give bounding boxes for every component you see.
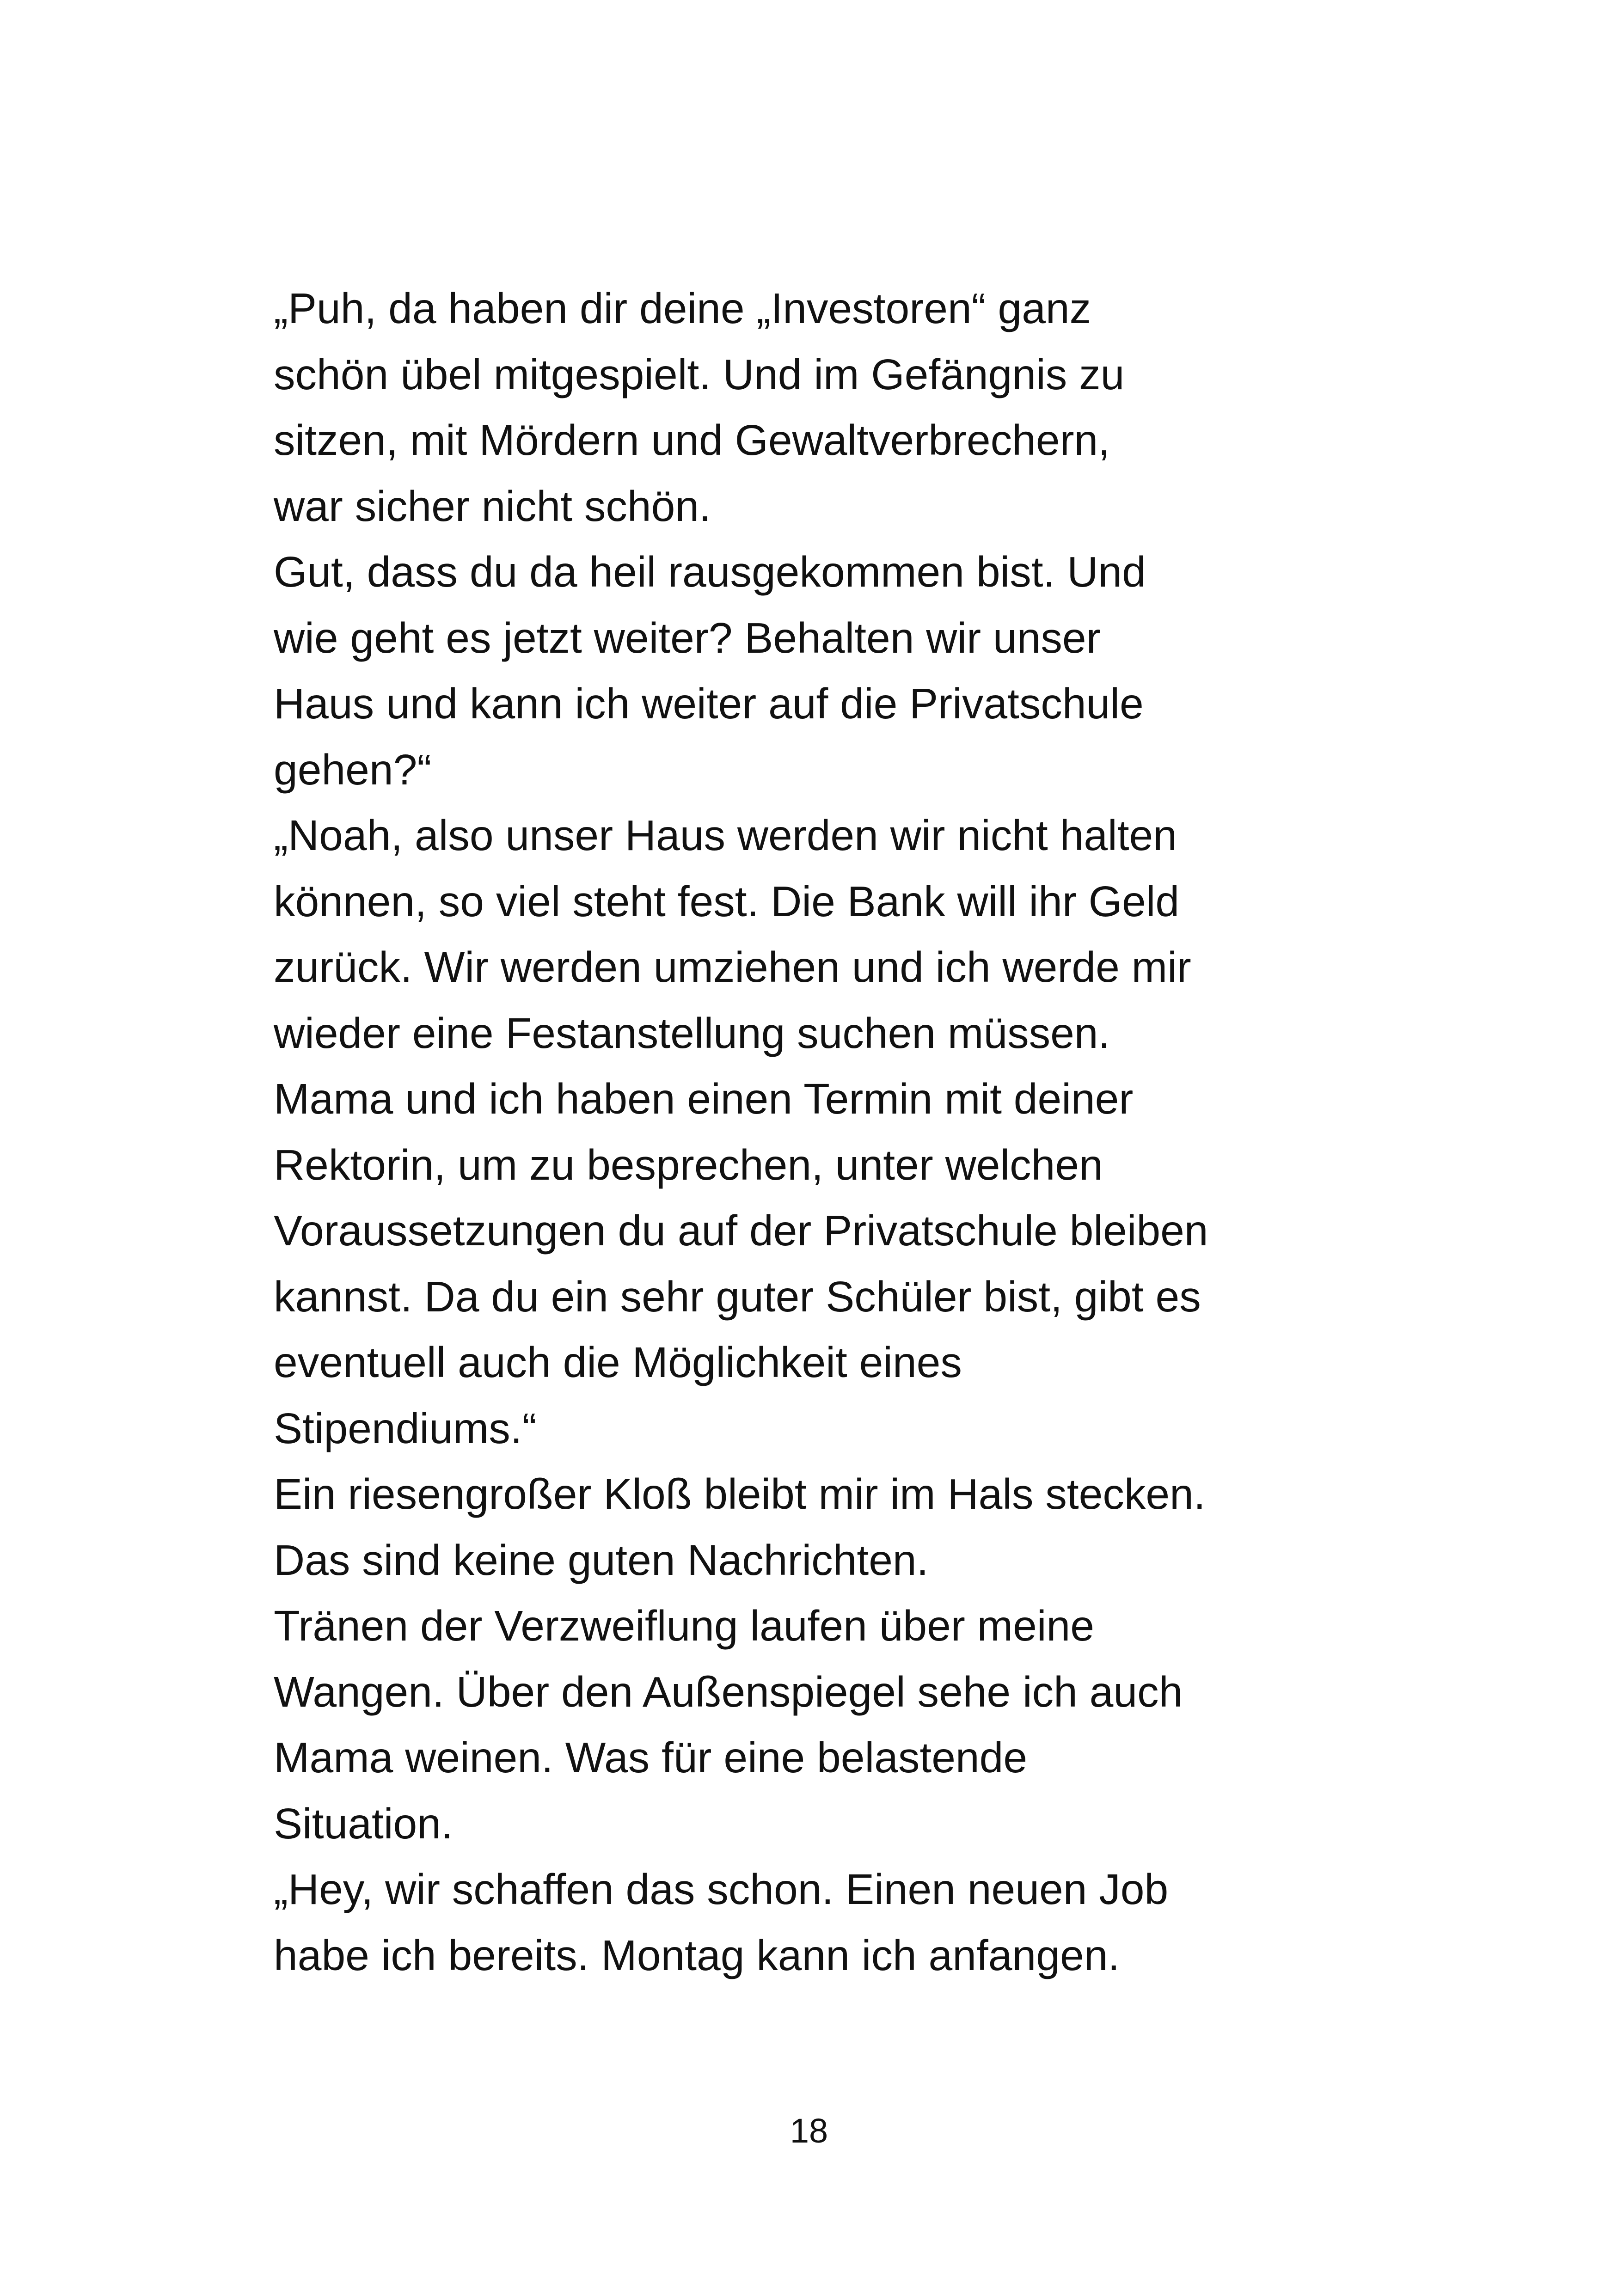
text-line: kannst. Da du ein sehr guter Schüler bist, gibt es xyxy=(274,1272,1201,1321)
text-line: Ein riesengroßer Kloß bleibt mir im Hals stecken. xyxy=(274,1470,1206,1518)
text-line: Das sind keine guten Nachrichten. xyxy=(274,1536,929,1584)
text-line: Voraussetzungen du auf der Privatschule bleiben xyxy=(274,1206,1208,1255)
text-line: war sicher nicht schön. xyxy=(274,482,711,530)
text-line: gehen?“ xyxy=(274,745,432,794)
text-line: Stipendiums.“ xyxy=(274,1404,537,1452)
text-line: sitzen, mit Mördern und Gewaltverbrechern, xyxy=(274,416,1110,464)
page-number: 18 xyxy=(790,2112,828,2150)
text-line: wie geht es jetzt weiter? Behalten wir unser xyxy=(274,613,1101,662)
text-line: Mama weinen. Was für eine belastende xyxy=(274,1733,1028,1782)
text-line: wieder eine Festanstellung suchen müssen. xyxy=(274,1009,1110,1057)
text-line: „Puh, da haben dir deine „Investoren“ ganz xyxy=(274,284,1091,332)
text-line: eventuell auch die Möglichkeit eines xyxy=(274,1338,962,1386)
text-line: Mama und ich haben einen Termin mit deiner xyxy=(274,1075,1134,1123)
text-line: Gut, dass du da heil rausgekommen bist. Und xyxy=(274,548,1146,596)
text-line: „Hey, wir schaffen das schon. Einen neuen Job xyxy=(274,1865,1169,1913)
text-line: können, so viel steht fest. Die Bank will ihr Geld xyxy=(274,877,1180,925)
text-line: „Noah, also unser Haus werden wir nicht halten xyxy=(274,811,1177,859)
text-line: Rektorin, um zu besprechen, unter welchen xyxy=(274,1140,1103,1189)
text-line: schön übel mitgespielt. Und im Gefängnis zu xyxy=(274,350,1125,398)
text-line: zurück. Wir werden umziehen und ich werde mir xyxy=(274,943,1191,991)
body-text xyxy=(274,276,1397,1988)
text-line: Situation. xyxy=(274,1799,453,1848)
text-line: habe ich bereits. Montag kann ich anfangen. xyxy=(274,1931,1120,1979)
text-line: Wangen. Über den Außenspiegel sehe ich auch xyxy=(274,1667,1183,1716)
text-line: Tränen der Verzweiflung laufen über meine xyxy=(274,1602,1094,1650)
text-line: Haus und kann ich weiter auf die Privatschule xyxy=(274,680,1144,728)
